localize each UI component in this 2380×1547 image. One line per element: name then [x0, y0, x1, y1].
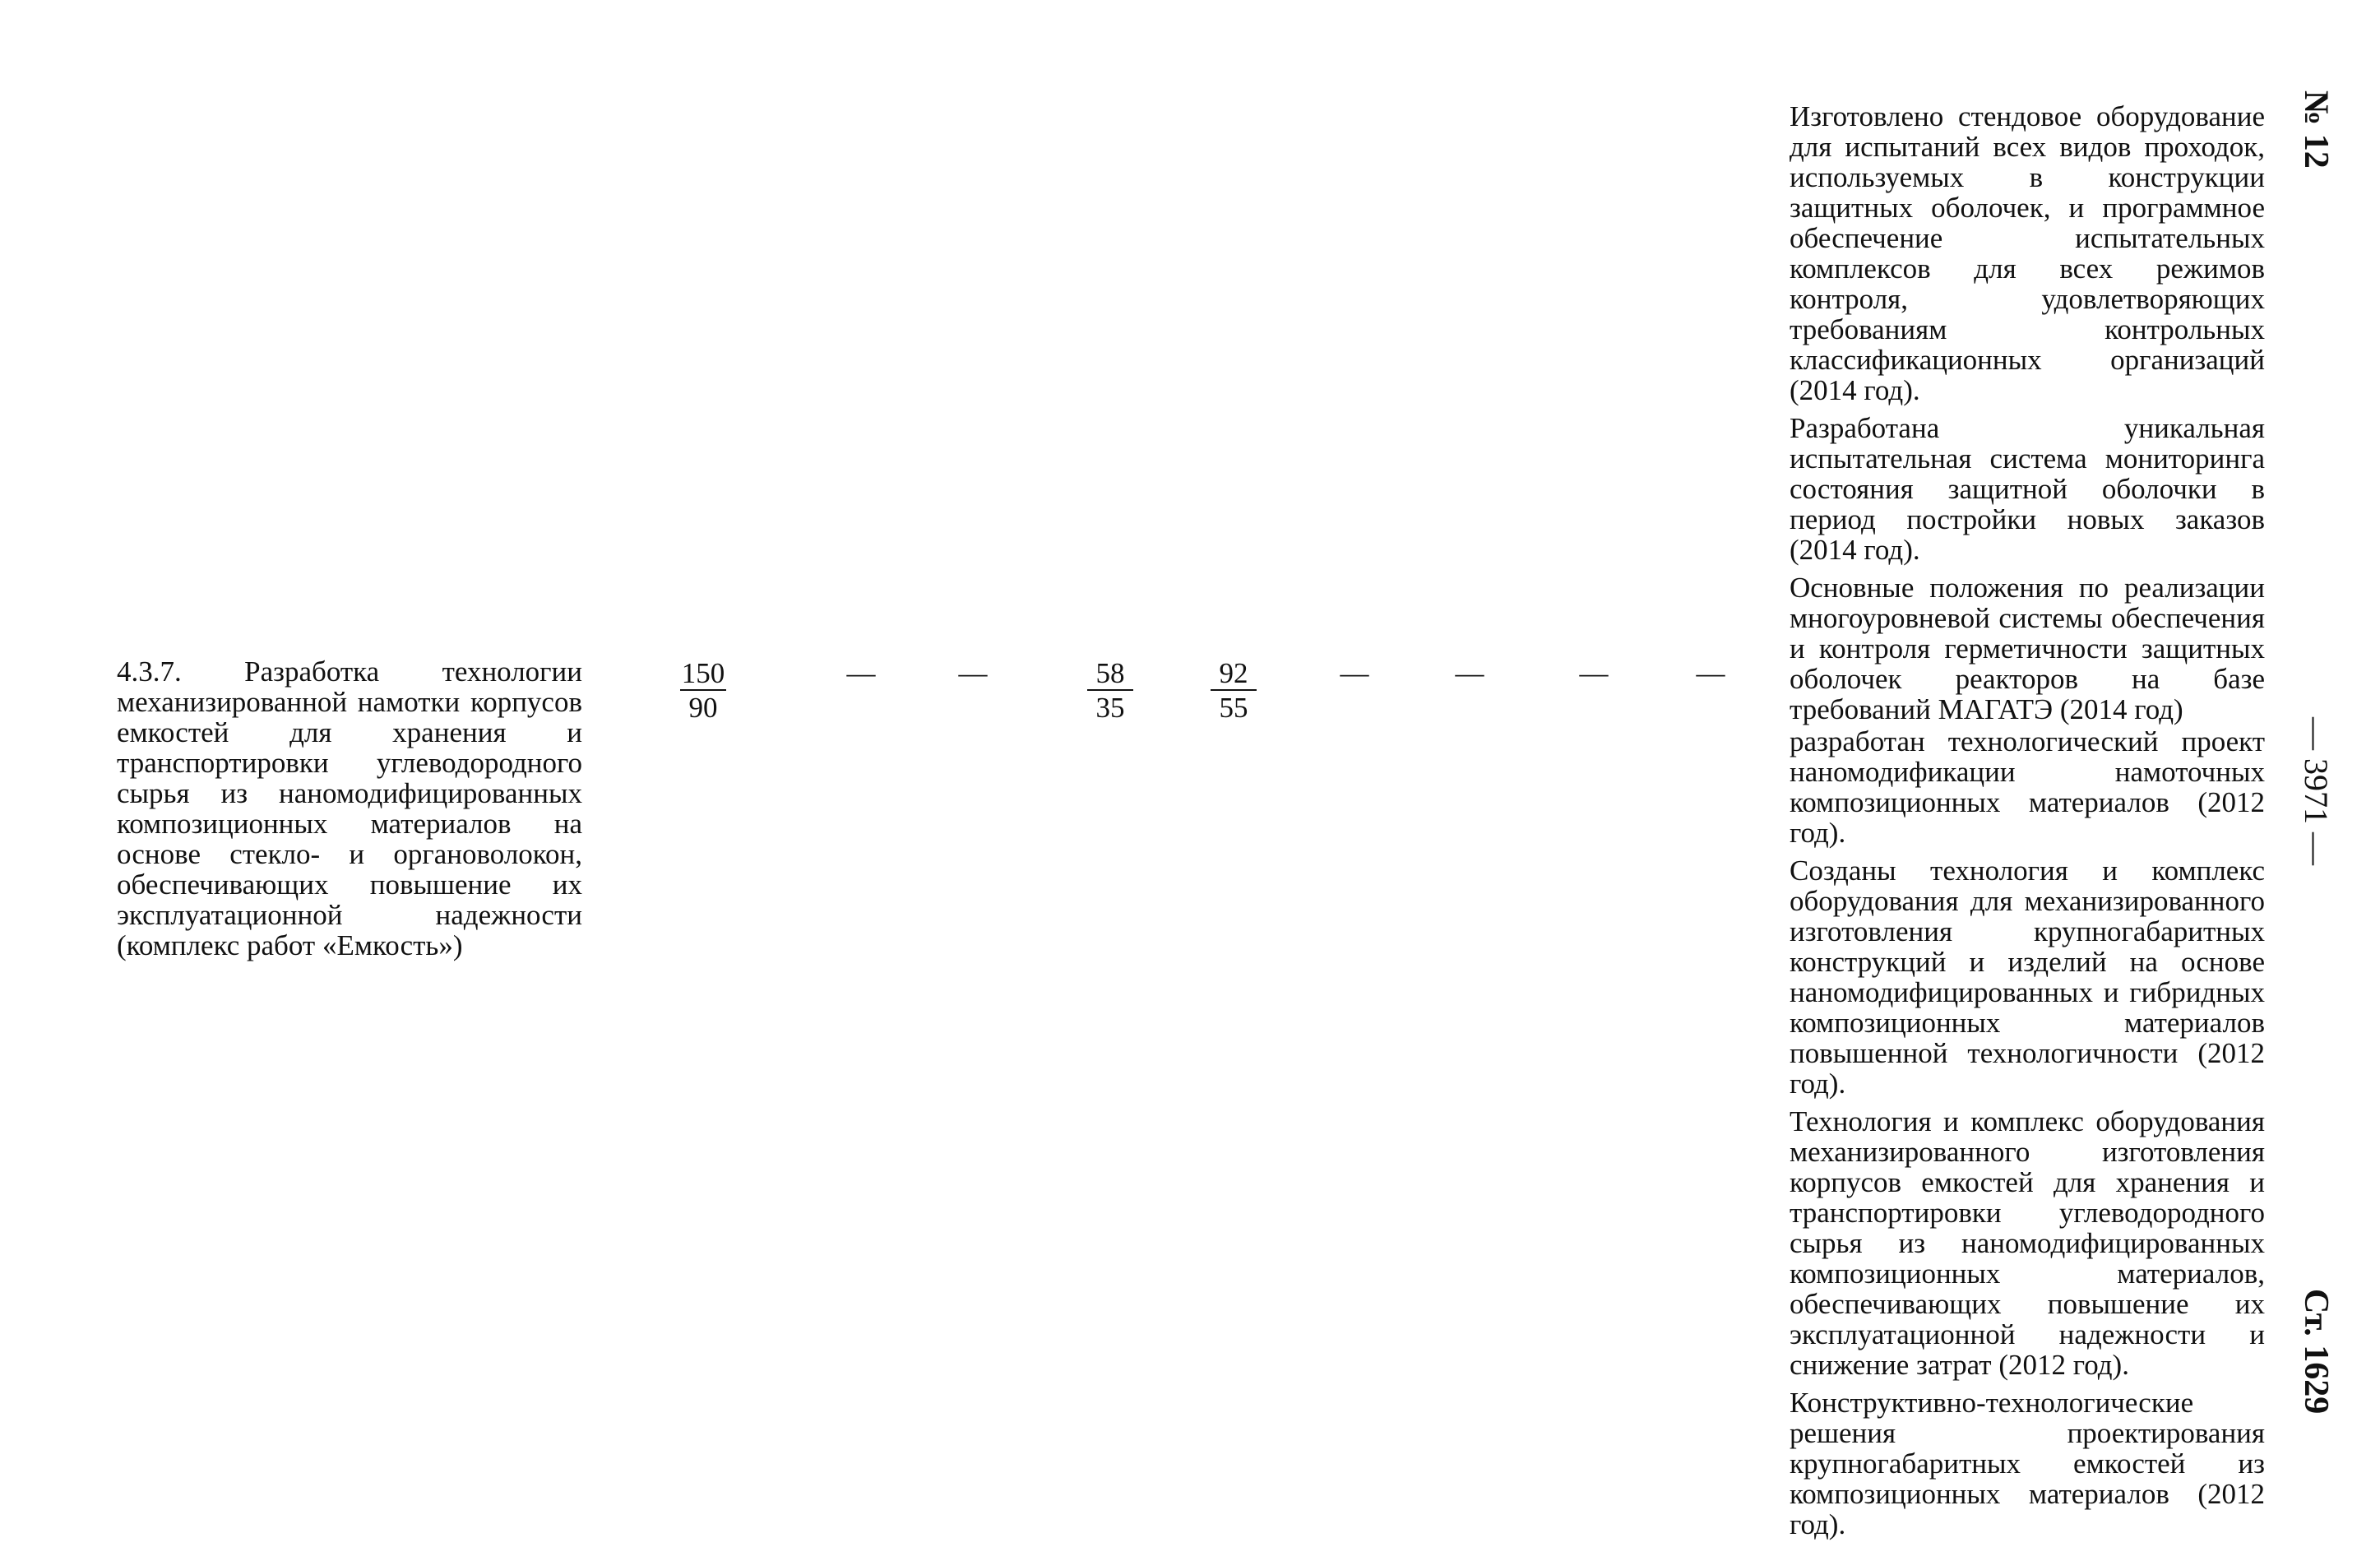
result-paragraph: Основные положения по реализации многоуровневой системы обеспечения и контроля герметичности защитных оболочек реакторов на базе требований МАГАТЭ (2014 год): [1790, 572, 2265, 725]
fraction-bar: [680, 689, 726, 691]
program-item-title: 4.3.7. Разработка технологии механизированной намотки корпусов емкостей для хранения и транспортировки углеводородного сырья из наномодифицированных композиционных материалов на основе стекло- и органоволокон, обеспечивающих повышение их эксплуатационной надежности (комплекс работ «Емкость»): [117, 655, 582, 961]
result-paragraph: Разработана уникальная испытательная система мониторинга состояния защитной оболочки в период постройки новых заказов (2014 год).: [1790, 412, 2265, 566]
issue-number: № 12: [2297, 90, 2335, 169]
result-paragraph: Конструктивно-технологические решения проектирования крупногабаритных емкостей из композиционных материалов (2012 год).: [1790, 1387, 2265, 1540]
result-paragraph: Созданы технология и комплекс оборудования для механизированного изготовления крупногабаритных конструкций и изделий на основе наномодифицированных и гибридных композиционных материалов повышенной технологичности (2012 год).: [1790, 855, 2265, 1100]
funding-col-8-dash: —: [1579, 657, 1609, 689]
funding-col-5-denominator: 55: [1219, 692, 1248, 724]
funding-total-denominator: 90: [688, 692, 718, 724]
fraction-bar: [1087, 689, 1133, 691]
funding-col-9-dash: —: [1696, 657, 1725, 689]
funding-col-5-fraction: [1201, 658, 1266, 723]
funding-col-2-dash: —: [846, 657, 876, 689]
funding-col-4-denominator: 35: [1095, 692, 1125, 724]
funding-col-3-dash: —: [958, 657, 988, 689]
result-paragraph: Технология и комплекс оборудования механизированного изготовления корпусов емкостей для хранения и транспортировки углеводородного сырья из наномодифицированных композиционных материалов, обеспечивающих повышение их эксплуатационной надежности и снижение затрат (2012 год).: [1790, 1105, 2265, 1381]
funding-col-4-numerator: 58: [1095, 657, 1125, 689]
article-number: Ст. 1629: [2297, 1289, 2335, 1415]
funding-col-6-dash: —: [1340, 657, 1369, 689]
result-paragraph: Изготовлено стендовое оборудование для испытаний всех видов проходок, используемых в конструкции защитных оболочек, и программное обеспечение испытательных комплексов для всех режимов контроля, удовлетворяющих требованиям контрольных классификационных организаций (2014 год).: [1790, 100, 2265, 406]
funding-total-fraction: [670, 658, 736, 723]
funding-col-4-fraction: [1077, 658, 1143, 723]
result-paragraph: разработан технологический проект наномодификации намоточных композиционных материалов (2012 год).: [1790, 725, 2265, 849]
fraction-bar: [1211, 689, 1257, 691]
page-number: — 3971 —: [2298, 717, 2335, 865]
funding-total-numerator: 150: [681, 657, 725, 689]
funding-col-5-numerator: 92: [1219, 657, 1248, 689]
expected-results-column: [1790, 101, 2265, 1547]
funding-col-7-dash: —: [1455, 657, 1484, 689]
